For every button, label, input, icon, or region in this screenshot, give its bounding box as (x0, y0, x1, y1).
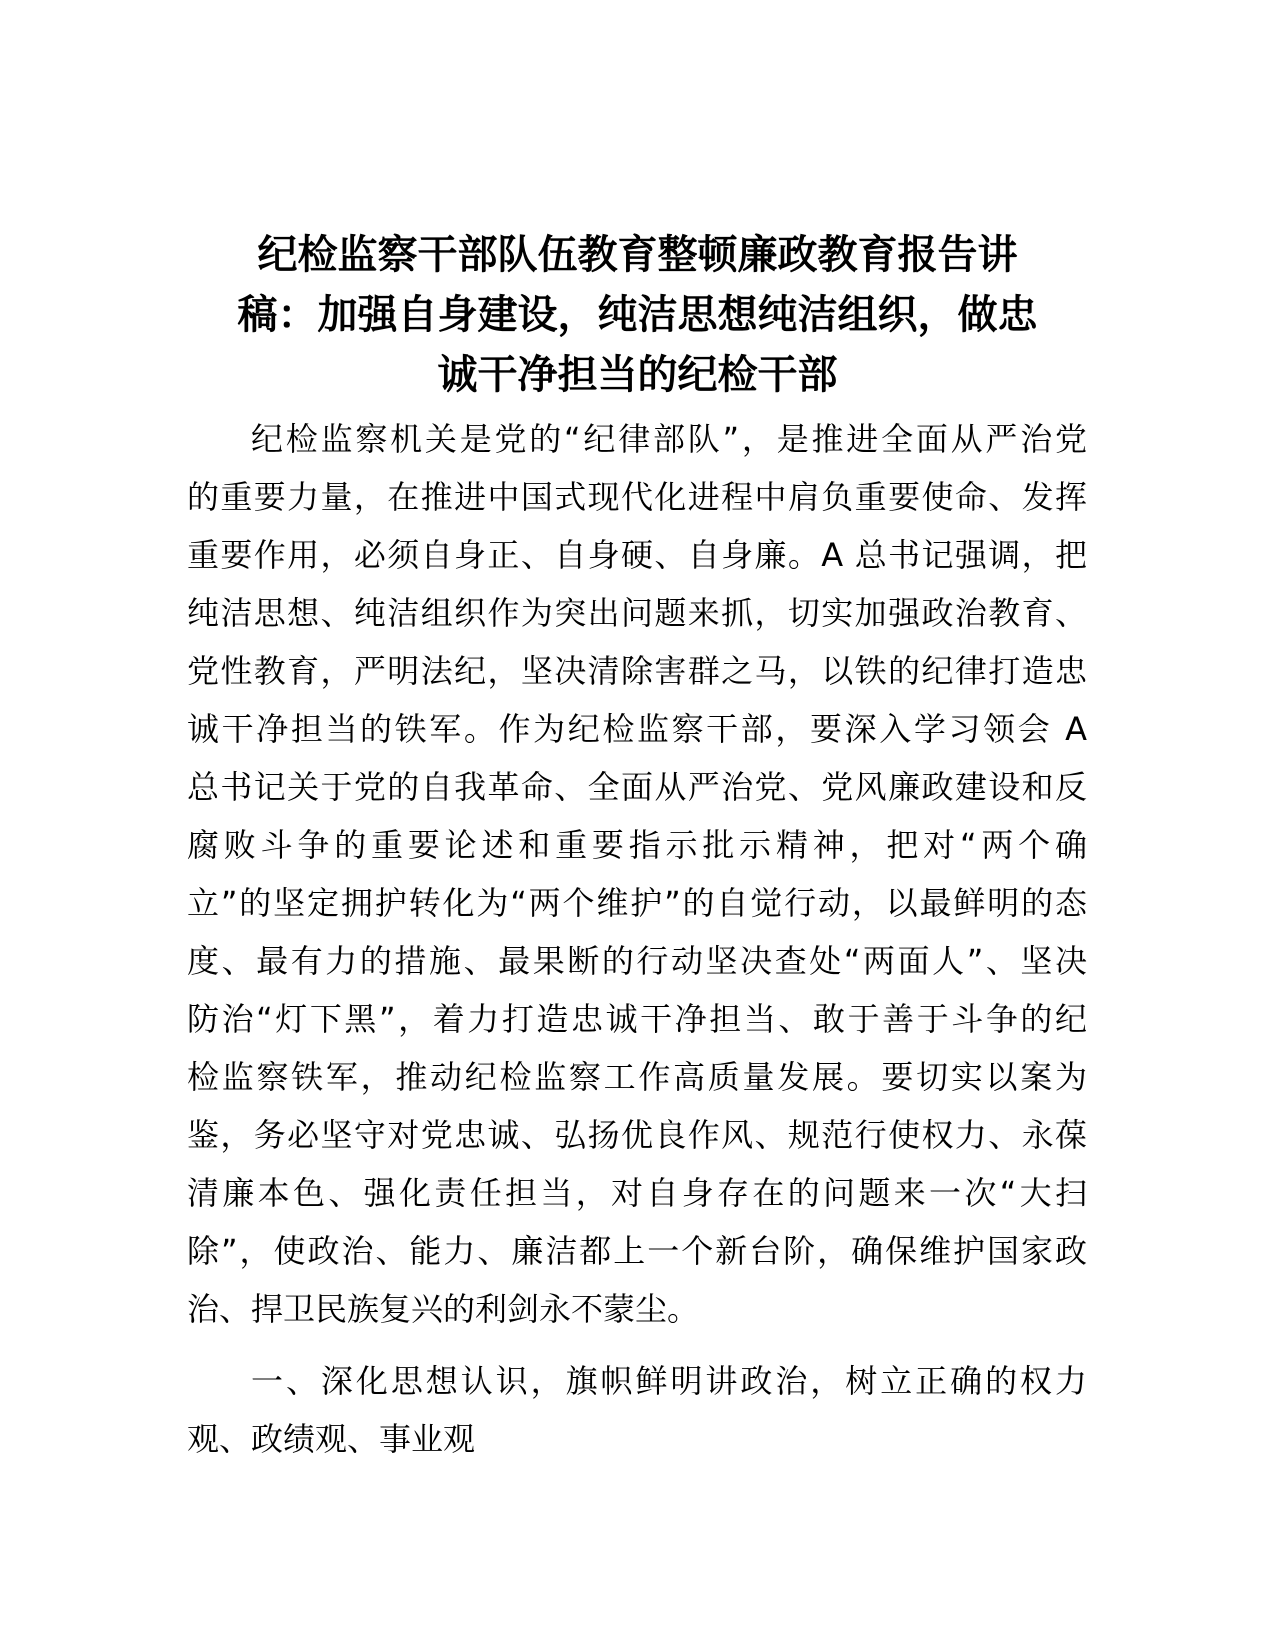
text-line: 立”的坚定拥护转化为“两个维护”的自觉行动，以最鲜明的态 (187, 884, 1087, 922)
text-line: 清廉本色、强化责任担当，对自身存在的问题来一次“大扫 (187, 1174, 1087, 1212)
text-line: 鉴，务必坚守对党忠诚、弘扬优良作风、规范行使权力、永葆 (187, 1116, 1087, 1154)
heading-line: 一、深化思想认识，旗帜鲜明讲政治，树立正确的权力 (251, 1362, 1087, 1400)
text-line: 腐败斗争的重要论述和重要指示批示精神，把对“两个确 (187, 826, 1087, 864)
text-line: 重要作用，必须自身正、自身硬、自身廉。A 总书记强调，把 (187, 536, 1087, 574)
text-line: 除”，使政治、能力、廉洁都上一个新台阶，确保维护国家政 (187, 1232, 1087, 1270)
text-line: 纪检监察机关是党的“纪律部队”，是推进全面从严治党 (251, 420, 1087, 458)
text-line: 党性教育，严明法纪，坚决清除害群之马，以铁的纪律打造忠 (187, 652, 1087, 690)
text-line: 纯洁思想、纯洁组织作为突出问题来抓，切实加强政治教育、 (187, 594, 1087, 632)
text-line: 诚干净担当的铁军。作为纪检监察干部，要深入学习领会 A (187, 710, 1087, 748)
title-line: 纪检监察干部队伍教育整顿廉政教育报告讲 (257, 232, 1018, 278)
text-line: 治、捍卫民族复兴的利剑永不蒙尘。 (187, 1290, 700, 1328)
paragraph-intro (187, 410, 1087, 1338)
text-line: 的重要力量，在推进中国式现代化进程中肩负重要使命、发挥 (187, 478, 1087, 516)
document-body (187, 410, 1087, 1468)
text-line: 总书记关于党的自我革命、全面从严治党、党风廉政建设和反 (187, 768, 1087, 806)
heading-line: 观、政绩观、事业观 (187, 1420, 476, 1458)
title-line: 诚干净担当的纪检干部 (437, 352, 838, 398)
section-heading-1 (187, 1352, 1087, 1468)
text-line: 防治“灯下黑”，着力打造忠诚干净担当、敢于善于斗争的纪 (187, 1000, 1087, 1038)
text-line: 检监察铁军，推动纪检监察工作高质量发展。要切实以案为 (187, 1058, 1087, 1096)
title-line: 稿：加强自身建设，纯洁思想纯洁组织，做忠 (237, 292, 1038, 338)
text-line: 度、最有力的措施、最果断的行动坚决查处“两面人”、坚决 (187, 942, 1087, 980)
document-title (175, 225, 1100, 405)
